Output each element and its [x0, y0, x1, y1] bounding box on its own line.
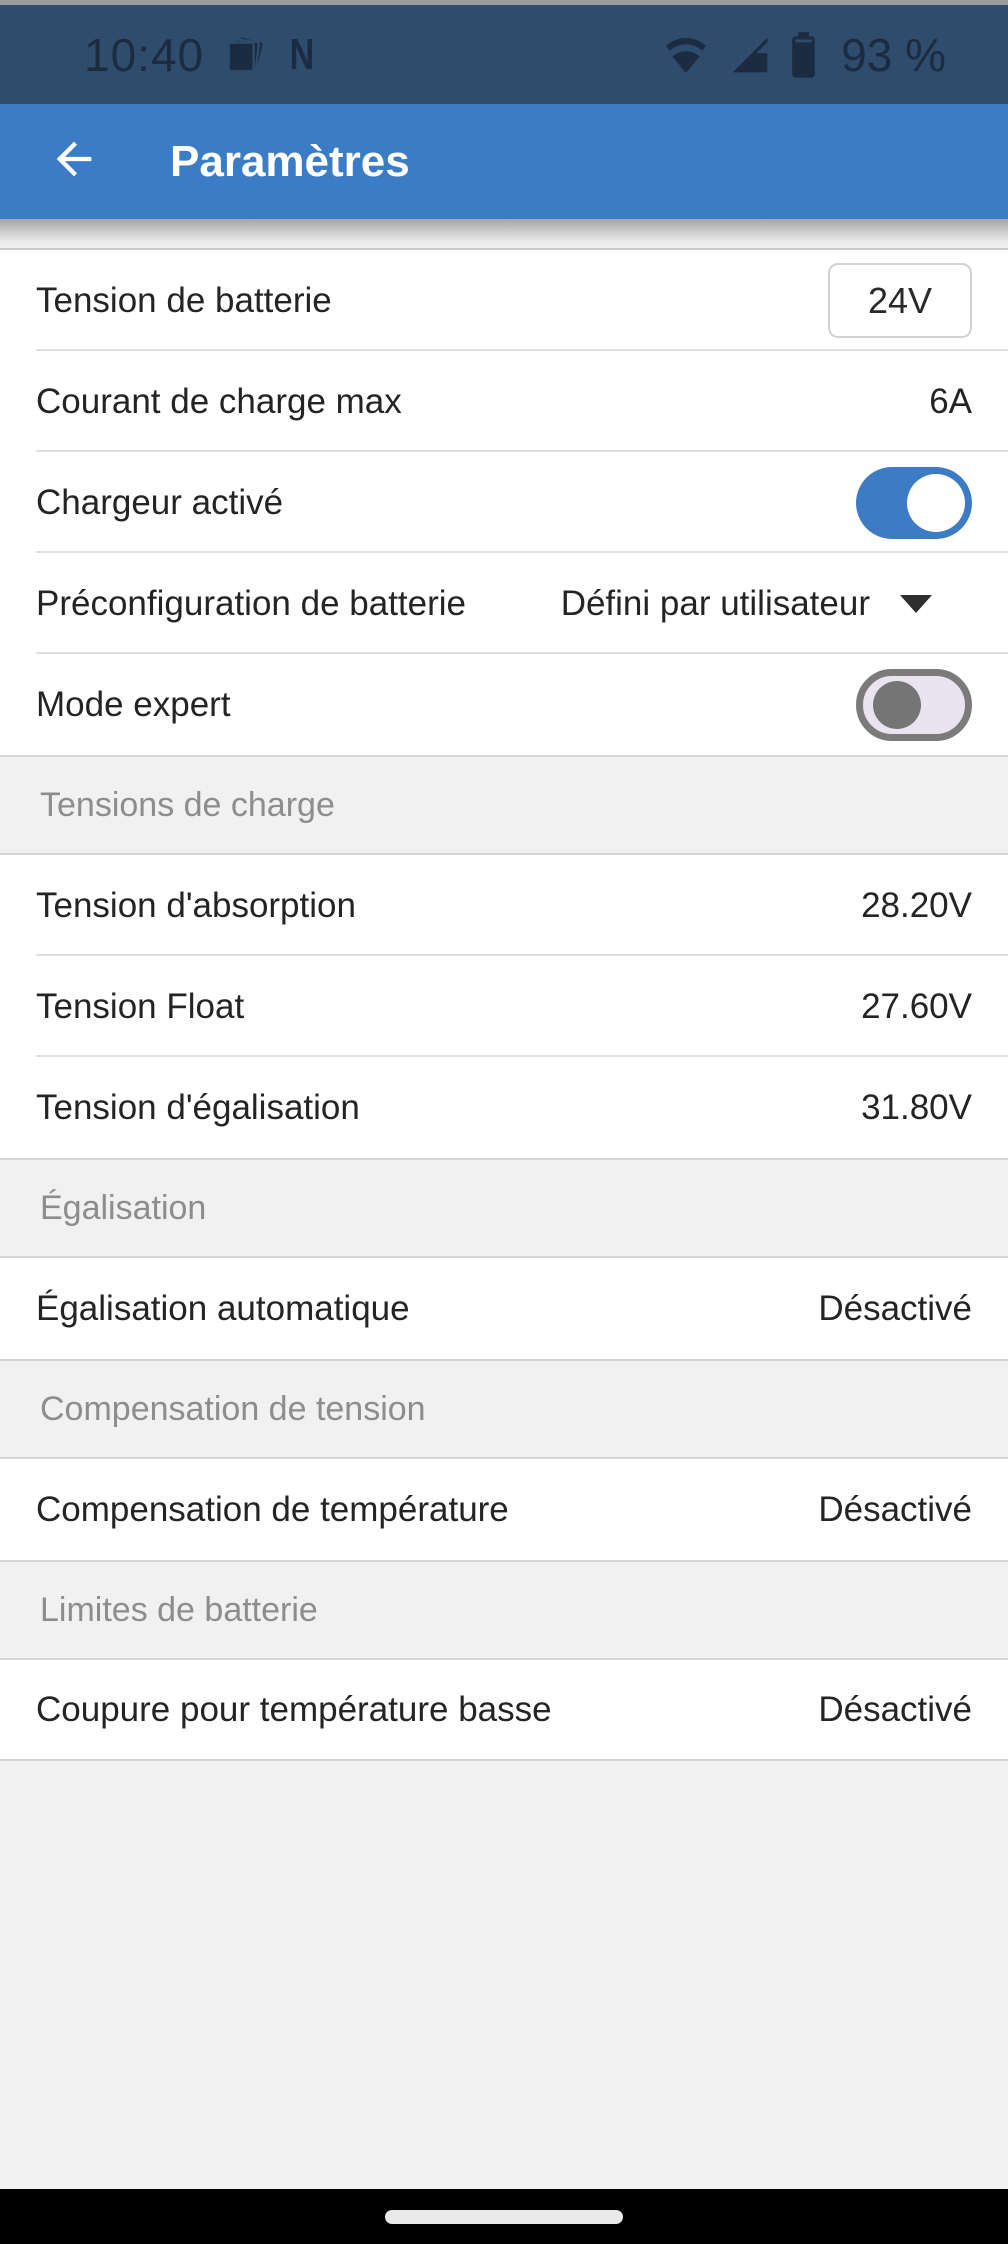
- chevron-down-icon: [900, 595, 932, 613]
- row-value: 28.20V: [861, 885, 972, 925]
- row-label: Coupure pour température basse: [36, 1689, 552, 1729]
- battery-preset-dropdown[interactable]: [561, 584, 932, 624]
- row-value: Désactivé: [818, 1689, 972, 1729]
- gesture-nav-bar: [0, 2189, 1008, 2244]
- clock: 10:40: [84, 28, 205, 81]
- back-button[interactable]: [44, 132, 104, 192]
- netflix-icon: N: [289, 29, 315, 79]
- row-label: Courant de charge max: [36, 381, 402, 421]
- row-value: 6A: [929, 381, 972, 421]
- section-header-equalization: Égalisation: [0, 1158, 1008, 1258]
- empty-area: [0, 1761, 1008, 2189]
- row-value: 31.80V: [861, 1087, 972, 1127]
- row-value: 27.60V: [861, 986, 972, 1026]
- row-label: Tension d'absorption: [36, 885, 356, 925]
- row-label: Mode expert: [36, 684, 231, 724]
- row-low-temp-cutoff[interactable]: [0, 1660, 1008, 1761]
- status-bar: [0, 5, 1008, 104]
- cell-signal-icon: [728, 33, 772, 77]
- row-auto-equalization[interactable]: [0, 1258, 1008, 1359]
- toggle-knob: [907, 474, 965, 532]
- row-value: Désactivé: [818, 1489, 972, 1529]
- row-max-charge-current[interactable]: [0, 351, 1008, 452]
- row-expert-mode[interactable]: [0, 654, 1008, 755]
- section-header-battery-limits: Limites de batterie: [0, 1560, 1008, 1660]
- home-indicator[interactable]: [385, 2210, 623, 2224]
- row-label: Tension d'égalisation: [36, 1087, 360, 1127]
- row-label: Chargeur activé: [36, 482, 284, 522]
- row-label: Égalisation automatique: [36, 1288, 410, 1328]
- row-charger-enabled[interactable]: [0, 452, 1008, 553]
- row-value: Désactivé: [818, 1288, 972, 1328]
- wifi-icon: [662, 34, 710, 76]
- row-battery-preset[interactable]: [0, 553, 1008, 654]
- battery-percent: 93 %: [841, 28, 946, 81]
- row-label: Tension Float: [36, 986, 245, 1026]
- section-header-voltage-compensation: Compensation de tension: [0, 1359, 1008, 1459]
- page-title: Paramètres: [170, 136, 410, 186]
- battery-icon: [790, 31, 817, 79]
- row-float-voltage[interactable]: [0, 956, 1008, 1057]
- toggle-knob: [873, 681, 921, 729]
- row-equalization-voltage[interactable]: [0, 1057, 1008, 1158]
- row-label: Compensation de température: [36, 1489, 509, 1529]
- row-temperature-compensation[interactable]: [0, 1459, 1008, 1560]
- battery-voltage-select[interactable]: 24V: [828, 263, 972, 338]
- stacked-cards-icon: [222, 32, 268, 78]
- expert-mode-toggle[interactable]: [856, 669, 972, 741]
- row-label: Tension de batterie: [36, 280, 332, 320]
- section-header-charge-voltages: Tensions de charge: [0, 755, 1008, 855]
- app-bar-shadow: [0, 219, 1008, 250]
- dropdown-value: Défini par utilisateur: [560, 583, 870, 623]
- status-bar-left: [84, 28, 318, 82]
- app-bar: [0, 104, 1008, 219]
- arrow-left-icon: [48, 133, 100, 190]
- row-battery-voltage[interactable]: [0, 250, 1008, 351]
- row-label: Préconfiguration de batterie: [36, 583, 466, 623]
- charger-enabled-toggle[interactable]: [856, 467, 972, 539]
- status-bar-right: [662, 28, 946, 82]
- row-absorption-voltage[interactable]: [0, 855, 1008, 956]
